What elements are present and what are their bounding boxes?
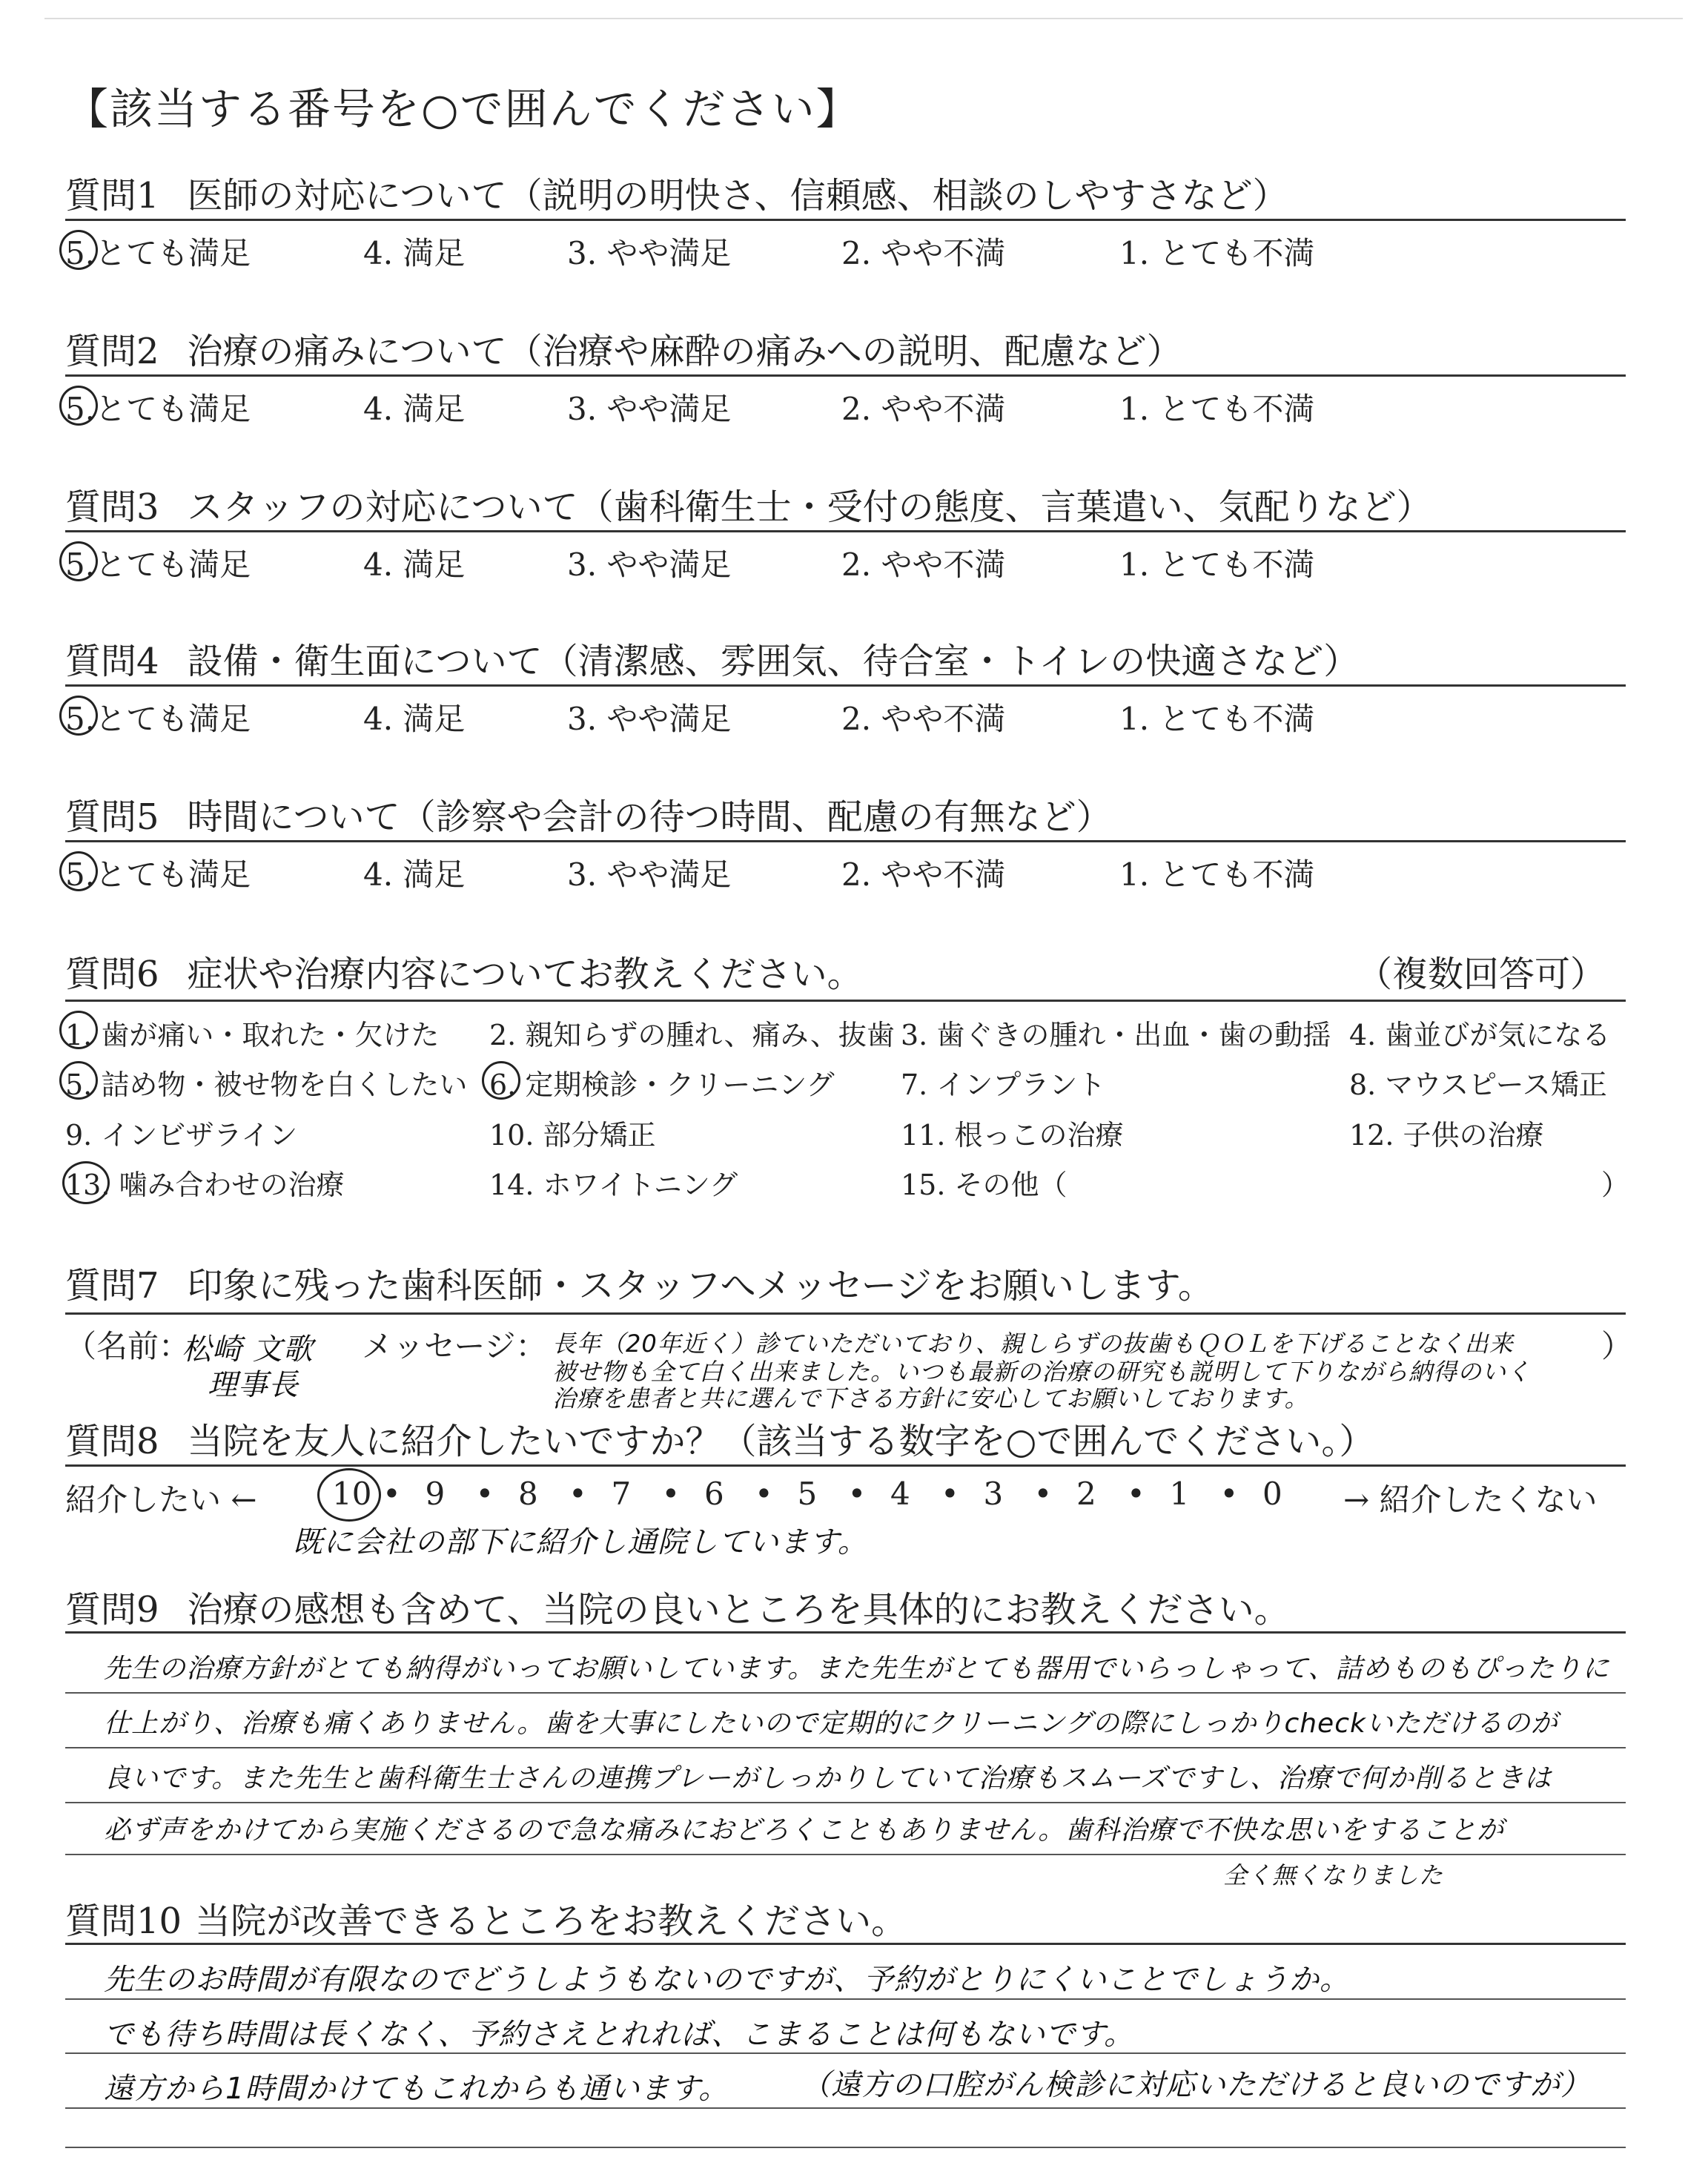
top-border-line xyxy=(44,18,1683,19)
q4-underline xyxy=(65,684,1626,687)
q10-line-3 xyxy=(65,2107,1626,2109)
q7-message-line-3: 治療を患者と共に選んで下さる方針に安心してお願いしております。 xyxy=(552,1384,1309,1413)
q6-option-13[interactable]: 13. 噛み合わせの治療 xyxy=(65,1169,345,1201)
q10-hand-4: （遠方の口腔がん検診に対応いただけると良いのですが） xyxy=(801,2068,1591,2102)
q7-title-hand: 理事長 xyxy=(208,1368,299,1402)
q2-option-5[interactable]: 5.とても満足 xyxy=(65,391,251,427)
q6-note: （複数回答可） xyxy=(1357,954,1606,995)
q9-line-1 xyxy=(65,1692,1626,1694)
q8-separator-dot: • xyxy=(1219,1476,1239,1512)
q8-underline xyxy=(65,1464,1626,1467)
q8-score-0[interactable]: 0 xyxy=(1262,1476,1282,1512)
q7-message-label: メッセージ： xyxy=(362,1328,547,1364)
q5-option-2[interactable]: 2. やや不満 xyxy=(841,856,1006,893)
q8-score-7[interactable]: 7 xyxy=(611,1476,632,1512)
q3-option-3[interactable]: 3. やや満足 xyxy=(567,546,732,583)
q4-option-4[interactable]: 4. 満足 xyxy=(363,701,466,737)
q8-separator-dot: • xyxy=(569,1476,587,1512)
q6-option-10[interactable]: 10. 部分矯正 xyxy=(489,1119,656,1152)
q8-score-8[interactable]: 8 xyxy=(518,1476,538,1512)
q6-label: 質問6 症状や治療内容についてお教えください。 xyxy=(65,954,863,995)
q1-label: 質問1 医師の対応について（説明の明快さ、信頼感、相談のしやすさなど） xyxy=(65,175,1288,217)
q6-option-11[interactable]: 11. 根っこの治療 xyxy=(901,1119,1124,1152)
q8-separator-dot: • xyxy=(847,1476,867,1512)
q2-underline xyxy=(65,374,1626,377)
q8-score-2[interactable]: 2 xyxy=(1076,1476,1096,1512)
q6-option-5[interactable]: 5. 詰め物・被せ物を白くしたい xyxy=(65,1069,468,1101)
q4-option-3[interactable]: 3. やや満足 xyxy=(567,701,732,737)
q6-option-14[interactable]: 14. ホワイトニング xyxy=(489,1169,738,1201)
q9-line-3 xyxy=(65,1802,1626,1803)
q9-line-4 xyxy=(65,1854,1626,1855)
q9-hand-1: 先生の治療方針がとても納得がいってお願いしています。また先生がとても器用でいらっしゃって、詰めものもぴったりに xyxy=(104,1654,1610,1684)
q8-separator-dot: • xyxy=(755,1476,773,1512)
q5-option-5[interactable]: 5.とても満足 xyxy=(65,856,251,893)
q1-option-3[interactable]: 3. やや満足 xyxy=(567,235,732,271)
q8-separator-dot: • xyxy=(941,1476,959,1512)
q8-left-label: 紹介したい ← xyxy=(65,1482,257,1518)
q8-label: 質問8 当院を友人に紹介したいですか？（該当する数字を○で囲んでください。） xyxy=(65,1421,1375,1462)
q9-underline xyxy=(65,1631,1626,1634)
q8-score-10[interactable]: 10 xyxy=(332,1476,372,1512)
q6-option-12[interactable]: 12. 子供の治療 xyxy=(1349,1119,1544,1152)
q10-hand-2: でも待ち時間は長くなく、予約さえとれれば、こまることは何もないです。 xyxy=(104,2018,1134,2052)
q6-option-2[interactable]: 2. 親知らずの腫れ、痛み、抜歯 xyxy=(489,1019,895,1051)
q7-name-label: （名前： xyxy=(65,1328,191,1364)
q5-option-1[interactable]: 1. とても不満 xyxy=(1119,856,1315,893)
q9-label: 質問9 治療の感想も含めて、当院の良いところを具体的にお教えください。 xyxy=(65,1589,1290,1631)
q6-option-9[interactable]: 9. インビザライン xyxy=(65,1119,298,1152)
q10-underline xyxy=(65,1943,1626,1945)
q2-option-4[interactable]: 4. 満足 xyxy=(363,391,466,427)
q10-line-4 xyxy=(65,2147,1626,2148)
q5-option-4[interactable]: 4. 満足 xyxy=(363,856,466,893)
q9-line-2 xyxy=(65,1747,1626,1748)
q10-label: 質問10 当院が改善できるところをお教えください。 xyxy=(65,1900,907,1942)
q10-line-1 xyxy=(65,1998,1626,2000)
q3-option-4[interactable]: 4. 満足 xyxy=(363,546,466,583)
q6-option-7[interactable]: 7. インプラント xyxy=(901,1069,1106,1101)
q7-label: 質問7 印象に残った歯科医師・スタッフへメッセージをお願いします。 xyxy=(65,1265,1214,1307)
q8-separator-dot: • xyxy=(383,1476,401,1512)
q3-option-2[interactable]: 2. やや不満 xyxy=(841,546,1006,583)
q6-option-4[interactable]: 4. 歯並びが気になる xyxy=(1349,1019,1611,1051)
q6-option-3[interactable]: 3. 歯ぐきの腫れ・出血・歯の動揺 xyxy=(901,1019,1331,1051)
q6-option-1[interactable]: 1. 歯が痛い・取れた・欠けた xyxy=(65,1019,440,1051)
q7-message-line-2: 被せ物も全て白く出来ました。いつも最新の治療の研究も説明して下りながら納得のいく xyxy=(552,1358,1532,1386)
q10-hand-3: 遠方から1時間かけてもこれからも通います。 xyxy=(104,2072,729,2106)
q9-hand-4: 必ず声をかけてから実施くださるので急な痛みにおどろくこともありません。歯科治療で不快な思いをすることが xyxy=(104,1815,1505,1846)
q8-score-6[interactable]: 6 xyxy=(704,1476,724,1512)
q10-hand-1: 先生のお時間が有限なのでどうしようもないのですが、予約がとりにくいことでしょうか。 xyxy=(104,1963,1350,1997)
q2-option-2[interactable]: 2. やや不満 xyxy=(841,391,1006,427)
q4-option-1[interactable]: 1. とても不満 xyxy=(1119,701,1315,737)
q8-hand-note: 既に会社の部下に紹介し通院しています。 xyxy=(293,1525,868,1559)
q6-underline xyxy=(65,1000,1626,1002)
q1-option-1[interactable]: 1. とても不満 xyxy=(1119,235,1315,271)
q5-underline xyxy=(65,840,1626,842)
q3-option-5[interactable]: 5.とても満足 xyxy=(65,546,251,583)
q6-other-close: ） xyxy=(1601,1169,1630,1201)
q9-hand-5: 全く無くなりました xyxy=(1223,1861,1444,1889)
q8-score-1[interactable]: 1 xyxy=(1169,1476,1190,1512)
q5-option-3[interactable]: 3. やや満足 xyxy=(567,856,732,893)
q6-option-8[interactable]: 8. マウスピース矯正 xyxy=(1349,1069,1607,1101)
q3-label: 質問3 スタッフの対応について（歯科衛生士・受付の態度、言葉遣い、気配りなど） xyxy=(65,486,1432,528)
q8-score-3[interactable]: 3 xyxy=(983,1476,1004,1512)
q1-option-4[interactable]: 4. 満足 xyxy=(363,235,466,271)
q8-separator-dot: • xyxy=(1127,1476,1145,1512)
q3-option-1[interactable]: 1. とても不満 xyxy=(1119,546,1315,583)
q1-option-2[interactable]: 2. やや不満 xyxy=(841,235,1006,271)
q2-label: 質問2 治療の痛みについて（治療や麻酔の痛みへの説明、配慮など） xyxy=(65,331,1182,372)
q7-message-line-1: 長年（20年近く）診ていただいており、親しらずの抜歯もＱＯＬを下げることなく出来 xyxy=(552,1330,1514,1358)
q8-separator-dot: • xyxy=(661,1476,681,1512)
q8-score-4[interactable]: 4 xyxy=(890,1476,910,1512)
page-title: 【該当する番号を○で囲んでください】 xyxy=(65,84,861,134)
q7-close-paren: ） xyxy=(1601,1328,1633,1364)
q5-label: 質問5 時間について（診察や会計の待つ時間、配慮の有無など） xyxy=(65,796,1112,838)
q1-underline xyxy=(65,219,1626,221)
q6-option-15[interactable]: 15. その他（ xyxy=(901,1169,1068,1201)
q6-option-6[interactable]: 6. 定期検診・クリーニング xyxy=(489,1069,835,1101)
q8-score-9[interactable]: 9 xyxy=(425,1476,446,1512)
q8-separator-dot: • xyxy=(1033,1476,1053,1512)
q4-option-2[interactable]: 2. やや不満 xyxy=(841,701,1006,737)
q9-hand-2: 仕上がり、治療も痛くありません。歯を大事にしたいので定期的にクリーニングの際にしっかりcheckいただけるのが xyxy=(104,1708,1558,1739)
q1-option-5[interactable]: 5.とても満足 xyxy=(65,235,251,271)
q7-underline xyxy=(65,1312,1626,1315)
q8-score-5[interactable]: 5 xyxy=(797,1476,818,1512)
q8-right-label: → 紹介したくない xyxy=(1343,1482,1598,1518)
q3-underline xyxy=(65,530,1626,532)
q2-option-1[interactable]: 1. とても不満 xyxy=(1119,391,1315,427)
q4-option-5[interactable]: 5.とても満足 xyxy=(65,701,251,737)
q2-option-3[interactable]: 3. やや満足 xyxy=(567,391,732,427)
q7-name-hand: 松崎 文歌 xyxy=(182,1332,314,1367)
q9-hand-3: 良いです。また先生と歯科衛生士さんの連携プレーがしっかりしていて治療もスムーズですし、治療で何か削るときは xyxy=(104,1763,1552,1794)
q4-label: 質問4 設備・衛生面について（清潔感、雰囲気、待合室・トイレの快適さなど） xyxy=(65,641,1360,682)
q8-separator-dot: • xyxy=(475,1476,494,1512)
